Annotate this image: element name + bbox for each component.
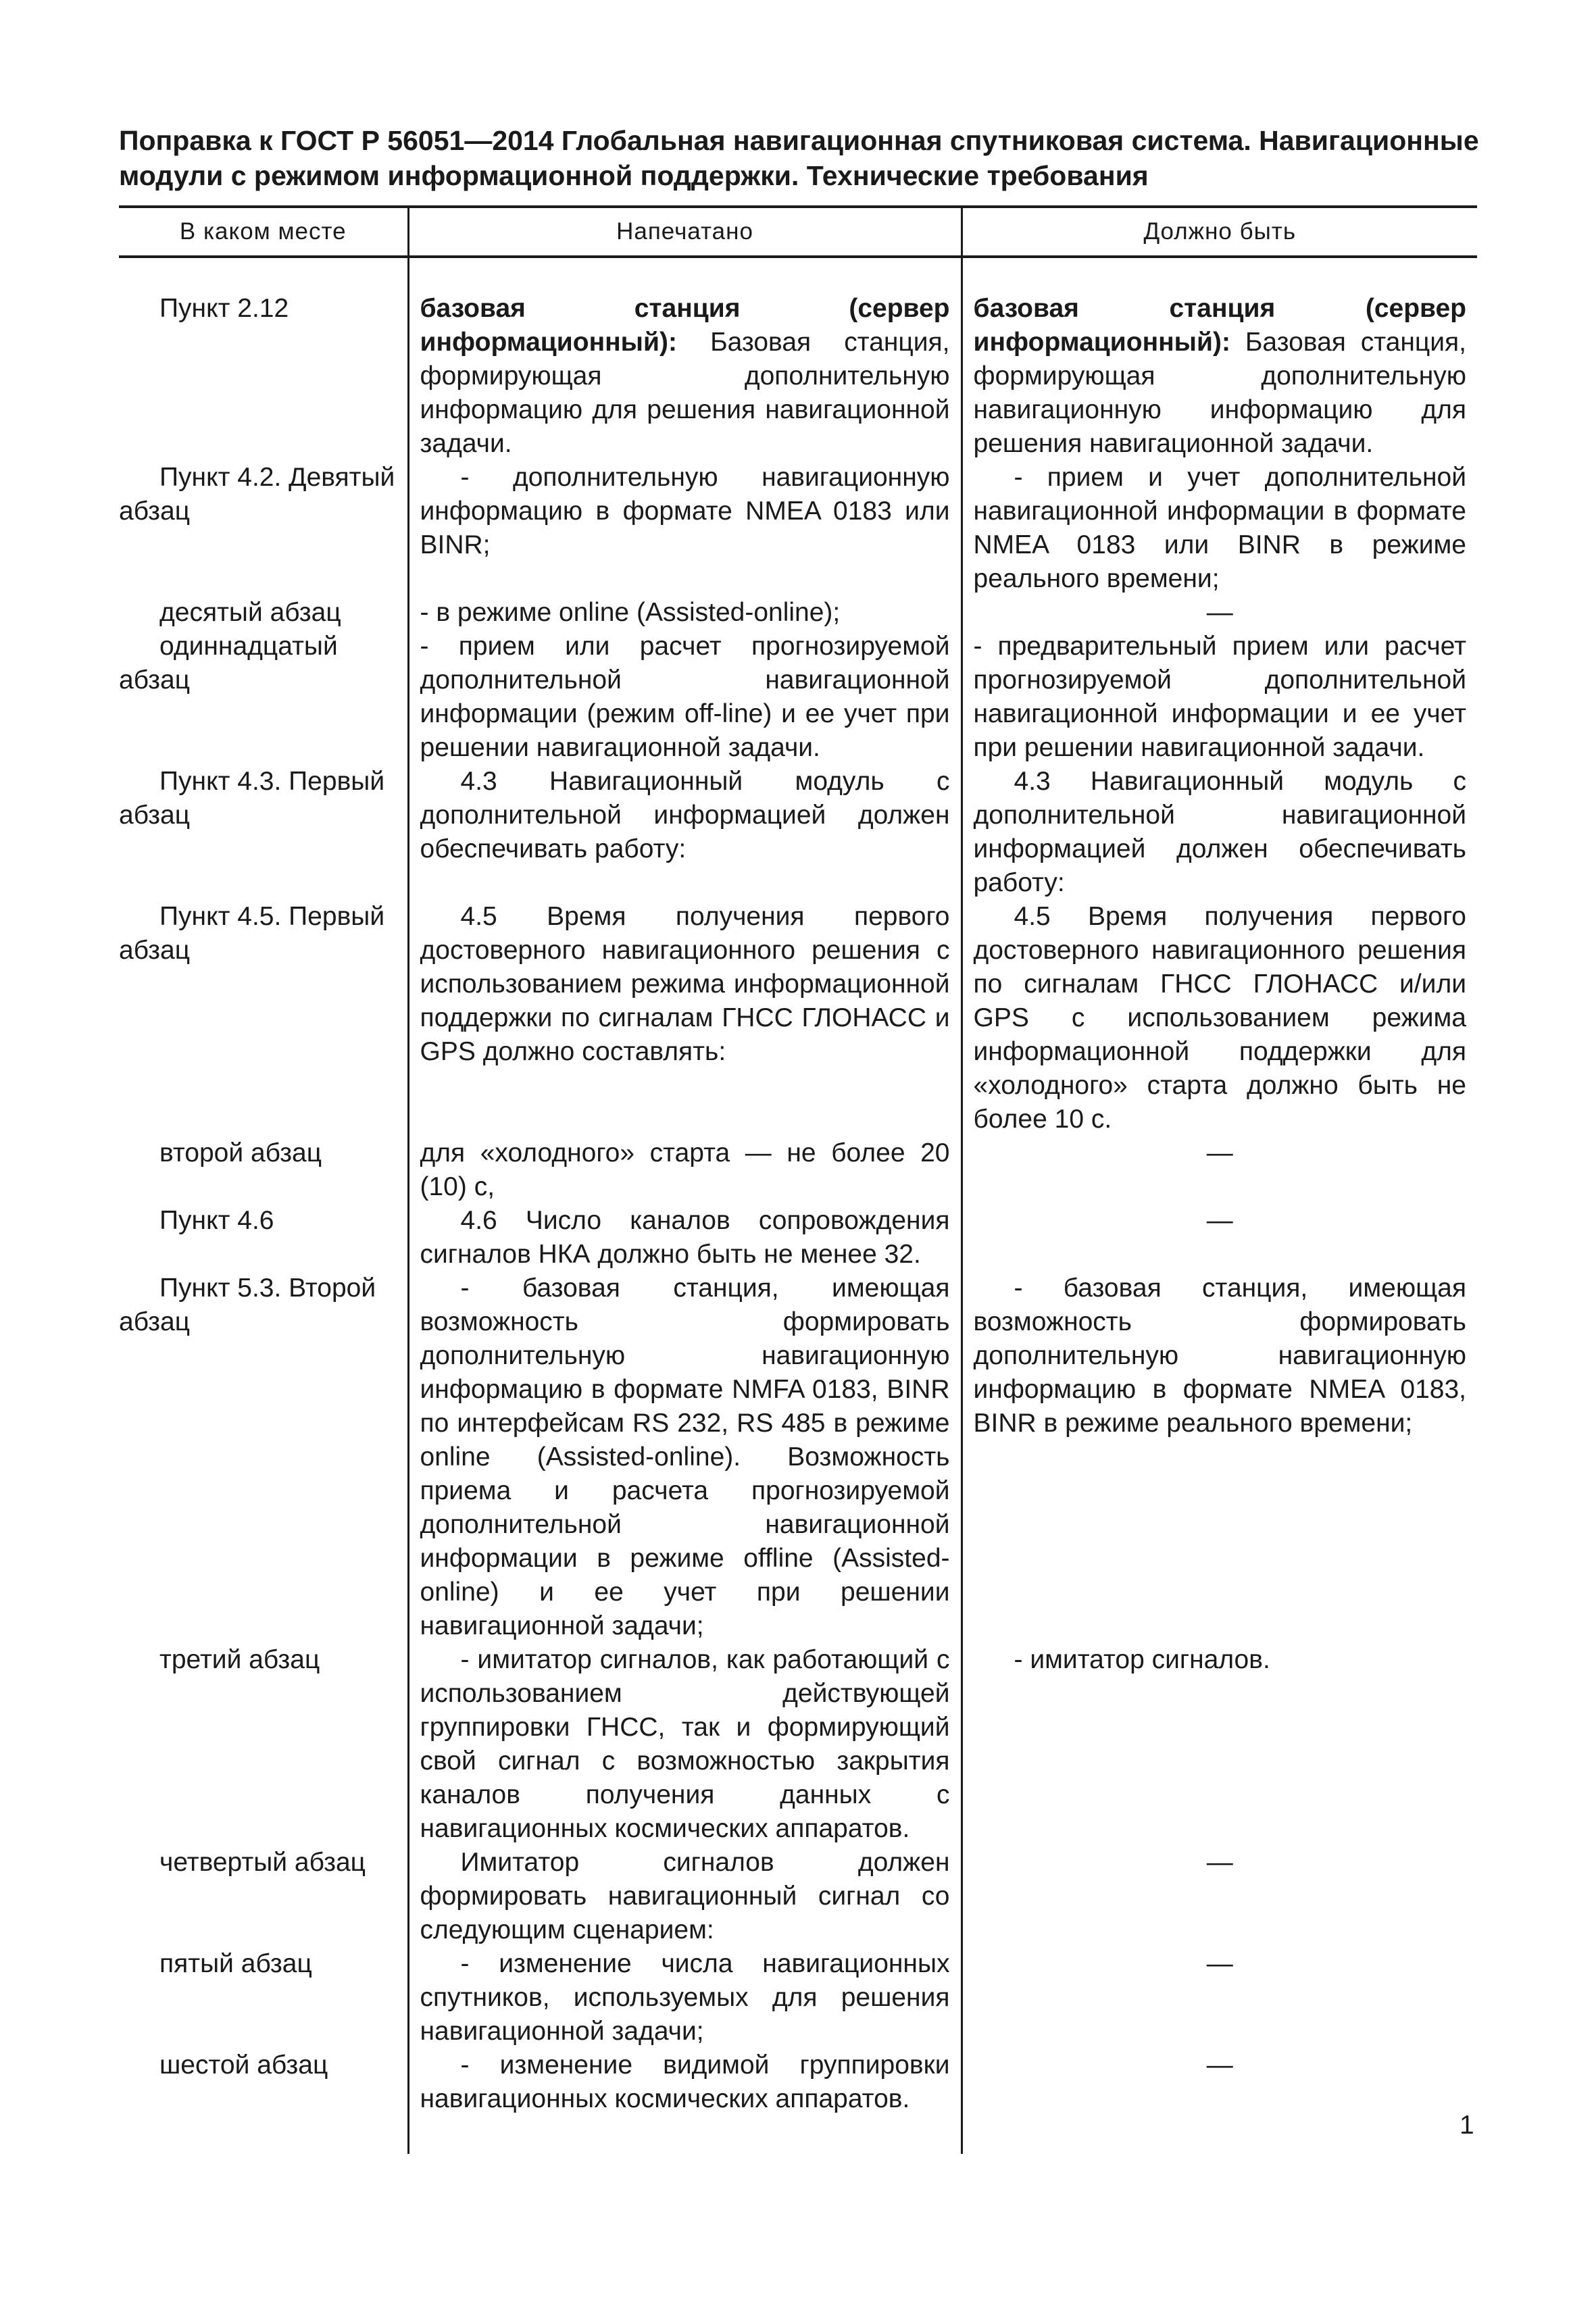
table-row bbox=[119, 1846, 1477, 1947]
row-location: четвертый абзац bbox=[159, 1848, 366, 1877]
row-printed: - имитатор сигналов, как работающий с использованием действующей группировки ГНСС, так и формирующий свой сигнал с возможностью закрытия каналов получения данных с навигационных космических аппаратов. bbox=[408, 1643, 962, 1846]
row-printed: Имитатор сигналов должен формировать навигационный сигнал со следующим сценарием: bbox=[408, 1846, 962, 1947]
row-should-be: 4.3 Навигационный модуль с дополнительной навигационной информацией должен обеспечивать работу: bbox=[962, 765, 1477, 900]
table-row bbox=[119, 630, 1477, 765]
table-row bbox=[119, 1643, 1477, 1846]
row-printed bbox=[408, 257, 962, 461]
term-should-be: базовая станция (сервер информационный): bbox=[973, 294, 1466, 357]
header-where: В каком месте bbox=[119, 207, 408, 257]
row-printed: - базовая станция, имеющая возможность формировать дополнительную навигационную информацию в формате NMFA 0183, BINR по интерфейсам RS 232, RS 485 в режиме online (Assisted-online). Возможность приема и расчета прогнозируемой дополнительной навигационной информации в режиме offline (Assisted-online) и ее учет при решении навигационной задачи; bbox=[408, 1272, 962, 1643]
page-number: 1 bbox=[1460, 2111, 1474, 2140]
table-row bbox=[119, 461, 1477, 596]
table-row bbox=[119, 900, 1477, 1136]
row-should-be: - базовая станция, имеющая возможность формировать дополнительную навигационную информацию в формате NMEA 0183, BINR в режиме реального времени; bbox=[962, 1272, 1477, 1643]
row-should-be: — bbox=[962, 1136, 1477, 1204]
header-printed: Напечатано bbox=[408, 207, 962, 257]
table-row bbox=[119, 1204, 1477, 1272]
row-printed: - прием или расчет прогнозируемой дополнительной навигационной информации (режим off-line) и ее учет при решении навигационной задачи. bbox=[408, 630, 962, 765]
row-should-be: - предварительный прием или расчет прогнозируемой дополнительной навигационной информации и ее учет при решении навигационной задачи. bbox=[962, 630, 1477, 765]
table-row bbox=[119, 765, 1477, 900]
header-should-be: Должно быть bbox=[962, 207, 1477, 257]
row-printed: - дополнительную навигационную информацию в формате NMEA 0183 или BINR; bbox=[408, 461, 962, 596]
row-location: пятый абзац bbox=[159, 1949, 312, 1978]
table-row bbox=[119, 1136, 1477, 1204]
row-printed: 4.3 Навигационный модуль с дополнительной информацией должен обеспечивать работу: bbox=[408, 765, 962, 900]
row-location: десятый абзац bbox=[159, 598, 341, 627]
row-printed: для «холодного» старта — не более 20 (10) с, bbox=[408, 1136, 962, 1204]
row-should-be: — bbox=[962, 1846, 1477, 1947]
table-row bbox=[119, 257, 1477, 461]
table-row bbox=[119, 1947, 1477, 2048]
row-location: Пункт 4.6 bbox=[159, 1206, 274, 1235]
document-title: Поправка к ГОСТ Р 56051—2014 Глобальная навигационная спутниковая система. Навигационные модули с режимом информационной поддержки. Технические требования bbox=[119, 125, 1479, 191]
definition-printed: Базовая станция, формирующая дополнительную информацию для решения навигационной задачи. bbox=[420, 328, 950, 458]
row-should-be: - имитатор сигналов. bbox=[962, 1643, 1477, 1846]
row-location: Пункт 4.3. Первый абзац bbox=[119, 767, 385, 830]
row-location: Пункт 5.3. Второй абзац bbox=[119, 1274, 376, 1336]
row-location: Пункт 4.2. Девятый абзац bbox=[119, 463, 395, 526]
row-should-be: — bbox=[962, 2048, 1477, 2116]
row-should-be: — bbox=[962, 596, 1477, 630]
row-location: второй абзац bbox=[159, 1138, 322, 1167]
row-printed: 4.6 Число каналов сопровождения сигналов НКА должно быть не менее 32. bbox=[408, 1204, 962, 1272]
term-printed: базовая станция (сервер информационный): bbox=[420, 294, 950, 357]
definition-should-be: Базовая станция, формирующая дополнительную навигационную информацию для решения навигационной задачи. bbox=[973, 328, 1466, 458]
table-header-row bbox=[119, 207, 1477, 257]
row-location: Пункт 2.12 bbox=[159, 294, 289, 323]
row-location: Пункт 4.5. Первый абзац bbox=[119, 902, 385, 965]
row-location: третий абзац bbox=[159, 1645, 320, 1674]
row-location: шестой абзац bbox=[159, 2051, 328, 2080]
table-bottom-spacer bbox=[119, 2116, 1477, 2154]
row-printed: 4.5 Время получения первого достоверного навигационного решения с использованием режима информационной поддержки по сигналам ГНСС ГЛОНАСС и GPS должно составлять: bbox=[408, 900, 962, 1136]
row-should-be: — bbox=[962, 1204, 1477, 1272]
row-should-be: — bbox=[962, 1947, 1477, 2048]
row-should-be: - прием и учет дополнительной навигационной информации в формате NMEA 0183 или BINR в режиме реального времени; bbox=[962, 461, 1477, 596]
row-should-be bbox=[962, 257, 1477, 461]
row-printed: - в режиме online (Assisted-online); bbox=[408, 596, 962, 630]
row-should-be: 4.5 Время получения первого достоверного навигационного решения по сигналам ГНСС ГЛОНАСС и/или GPS с использованием режима информационной поддержки для «холодного» старта должно быть не более 10 с. bbox=[962, 900, 1477, 1136]
table-row bbox=[119, 2048, 1477, 2116]
table-row bbox=[119, 596, 1477, 630]
row-location: одиннадцатый абзац bbox=[119, 632, 338, 695]
row-printed: - изменение видимой группировки навигационных космических аппаратов. bbox=[408, 2048, 962, 2116]
table-row bbox=[119, 1272, 1477, 1643]
corrections-table bbox=[119, 205, 1477, 2154]
row-printed: - изменение числа навигационных спутников, используемых для решения навигационной задачи; bbox=[408, 1947, 962, 2048]
